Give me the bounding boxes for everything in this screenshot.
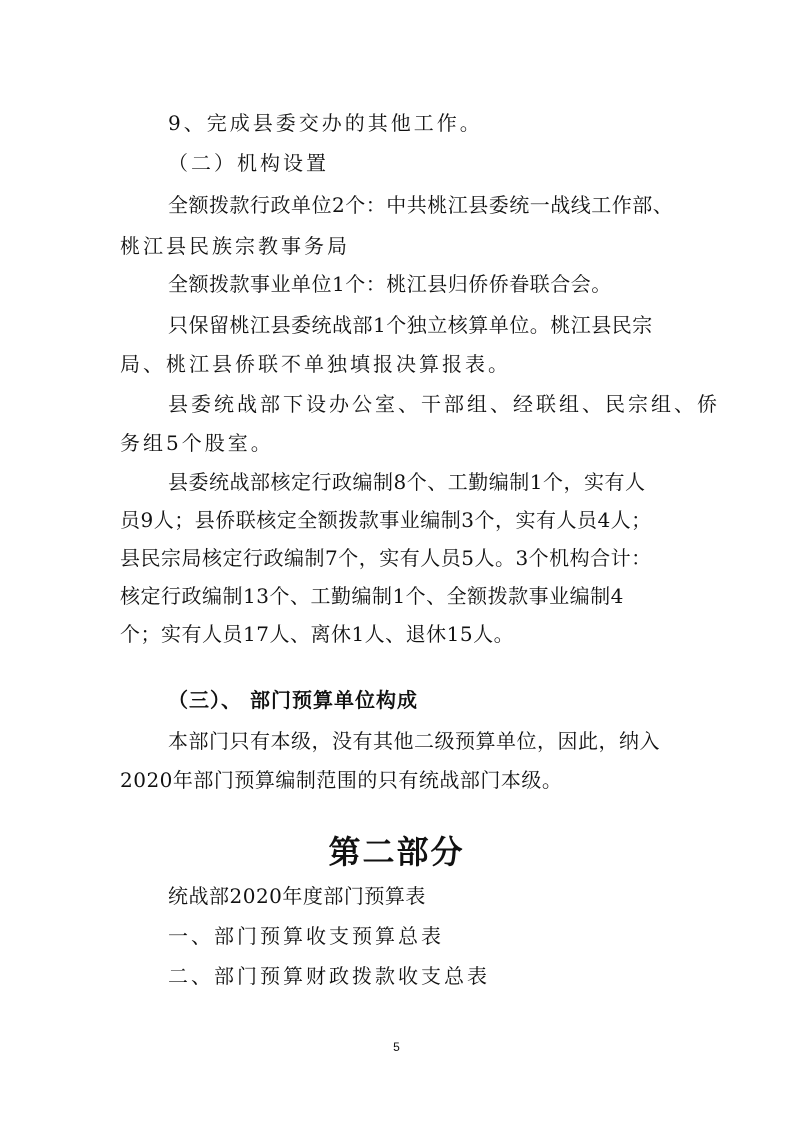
paragraph-admin-units-line2: 桃江县民族宗教事务局: [120, 234, 350, 258]
paragraph-staffing-line3: 县民宗局核定行政编制7个，实有人员5人。3个机构合计：: [120, 546, 652, 570]
paragraph-budget-scope-line2: 2020年部门预算编制范围的只有统战部门本级。: [120, 768, 563, 792]
part-title: 第二部分: [328, 833, 465, 871]
paragraph-admin-units-line1: 全额拨款行政单位2个：中共桃江县委统一战线工作部、: [168, 193, 674, 217]
paragraph-departments-line2: 务组5个股室。: [120, 431, 274, 455]
paragraph-departments-line1: 县委统战部下设办公室、干部组、经联组、民宗组、侨: [168, 392, 720, 416]
paragraph-staffing-line5: 个；实有人员17人、离休1人、退休15人。: [120, 622, 515, 646]
part-item-budget-tables: 统战部2020年度部门预算表: [168, 884, 426, 908]
paragraph-accounting-line1: 只保留桃江县委统战部1个独立核算单位。桃江县民宗: [168, 313, 653, 337]
paragraph-item-9: 9、完成县委交办的其他工作。: [168, 111, 483, 135]
paragraph-staffing-line1: 县委统战部核定行政编制8个、工勤编制1个，实有人: [168, 470, 646, 494]
section-heading-institution-setup: （二）机构设置: [168, 151, 329, 175]
section-heading-budget-units: （三）、 部门预算单位构成: [168, 688, 418, 712]
paragraph-staffing-line2: 员9人；县侨联核定全额拨款事业编制3个，实有人员4人；: [120, 508, 652, 532]
paragraph-budget-scope-line1: 本部门只有本级，没有其他二级预算单位，因此，纳入: [168, 729, 660, 753]
page-number: 5: [393, 1040, 400, 1054]
paragraph-public-units: 全额拨款事业单位1个：桃江县归侨侨眷联合会。: [168, 272, 612, 296]
paragraph-staffing-line4: 核定行政编制13个、工勤编制1个、全额拨款事业编制4: [120, 584, 624, 608]
part-item-revenue-expenditure-summary: 一、部门预算收支预算总表: [168, 924, 444, 948]
part-item-fiscal-appropriation-summary: 二、部门预算财政拨款收支总表: [168, 964, 490, 988]
paragraph-accounting-line2: 局、桃江县侨联不单独填报决算报表。: [120, 352, 511, 376]
